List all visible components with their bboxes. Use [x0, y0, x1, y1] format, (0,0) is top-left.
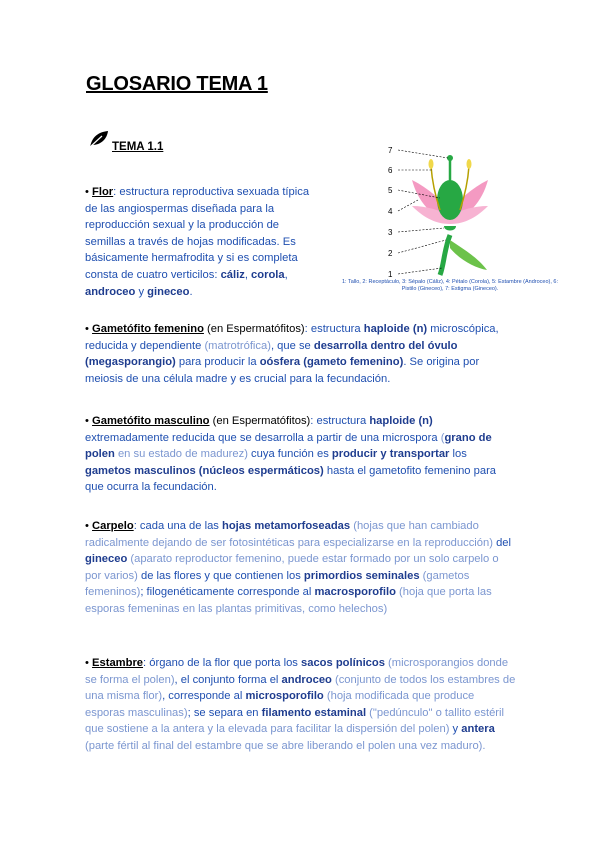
bullet-icon: • — [85, 323, 93, 335]
bullet-icon: • — [85, 186, 93, 198]
term-label: Carpelo — [92, 520, 134, 532]
bullet-icon: • — [85, 520, 93, 532]
flower-diagram — [340, 140, 560, 300]
term-label: Gametófito masculino — [92, 415, 210, 427]
label-1: 1 — [388, 270, 393, 279]
term-label: Flor — [92, 186, 114, 198]
label-7: 7 — [388, 146, 393, 155]
label-5: 5 — [388, 186, 393, 195]
glossary-entry-gametofito-femenino: • Gametófito femenino (en Espermatófitos): estructura haploide (n) microscópica, reducida y dependiente (matrotrófica), que se desarrolla dentro del óvulo (megasporangio) para producir la oósfera (gameto femenino). Se origina por meiosis de una célula madre y es crucial para la fecundación. — [85, 323, 499, 385]
glossary-entry-estambre: • Estambre: órgano de la flor que porta los sacos polínicos (microsporangios donde se forma el polen), el conjunto forma el androceo (conjunto de todos los estambres de una misma flor), corresponde al microsporofilo (hoja modificada que produce esporas masculinas); se separa en filamento estaminal ("pedúnculo" o tallito estéril que sostiene a la antera y la elevada para facilitar la dispersión del polen) y antera (parte fértil al final del estambre que se abre liberando el polen una vez maduro). — [85, 657, 516, 752]
glossary-entry-flor: • Flor: estructura reproductiva sexuada típica de las angiospermas diseñada para la reproducción sexual y la producción de semillas a través de hojas modificadas. Es básicamente hermafrodita y si es completa consta de cuatro verticilos: cáliz, corola, androceo y gineceo. — [85, 186, 310, 298]
glossary-entry-gametofito-masculino: • Gametófito masculino (en Espermatófitos): estructura haploide (n) extremadamente reducida que se desarrolla a partir de una microspora (grano de polen en su estado de madurez) cuya función es producir y transportar los gametos masculinos (núcleos espermáticos) hasta el gametofito femenino para que ocurra la fecundación. — [85, 415, 497, 494]
flower-illustration — [340, 140, 560, 280]
section-title: TEMA 1.1 — [112, 141, 164, 153]
label-2: 2 — [388, 249, 393, 258]
label-6: 6 — [388, 166, 393, 175]
glossary-entry-carpelo: • Carpelo: cada una de las hojas metamorfoseadas (hojas que han cambiado radicalmente dejando de ser fotosintéticas para especializarse en la reproducción) del gineceo (aparato reproductor femenino, puede estar formado por un solo carpelo o por varios) de las flores y que contienen los primordios seminales (gametos femeninos); filogenéticamente corresponde al macrosporofilo (hoja que porta las esporas femeninas en las plantas primitivas, como helechos) — [85, 520, 512, 615]
bullet-icon: • — [85, 657, 93, 669]
label-4: 4 — [388, 207, 393, 216]
term-label: Gametófito femenino — [92, 323, 204, 335]
leaf-icon — [88, 129, 110, 149]
page-title: GLOSARIO TEMA 1 — [86, 73, 268, 95]
label-3: 3 — [388, 228, 393, 237]
bullet-icon: • — [85, 415, 93, 427]
term-label: Estambre — [92, 657, 144, 669]
section-heading — [88, 131, 163, 153]
figure-caption: 1: Tallo, 2: Receptáculo, 3: Sépalo (Cáliz), 4: Pétalo (Corola), 5: Estambre (Androceo), 6: Pistilo (Gineceo), 7: Estigma (Gineceo). — [341, 279, 559, 292]
